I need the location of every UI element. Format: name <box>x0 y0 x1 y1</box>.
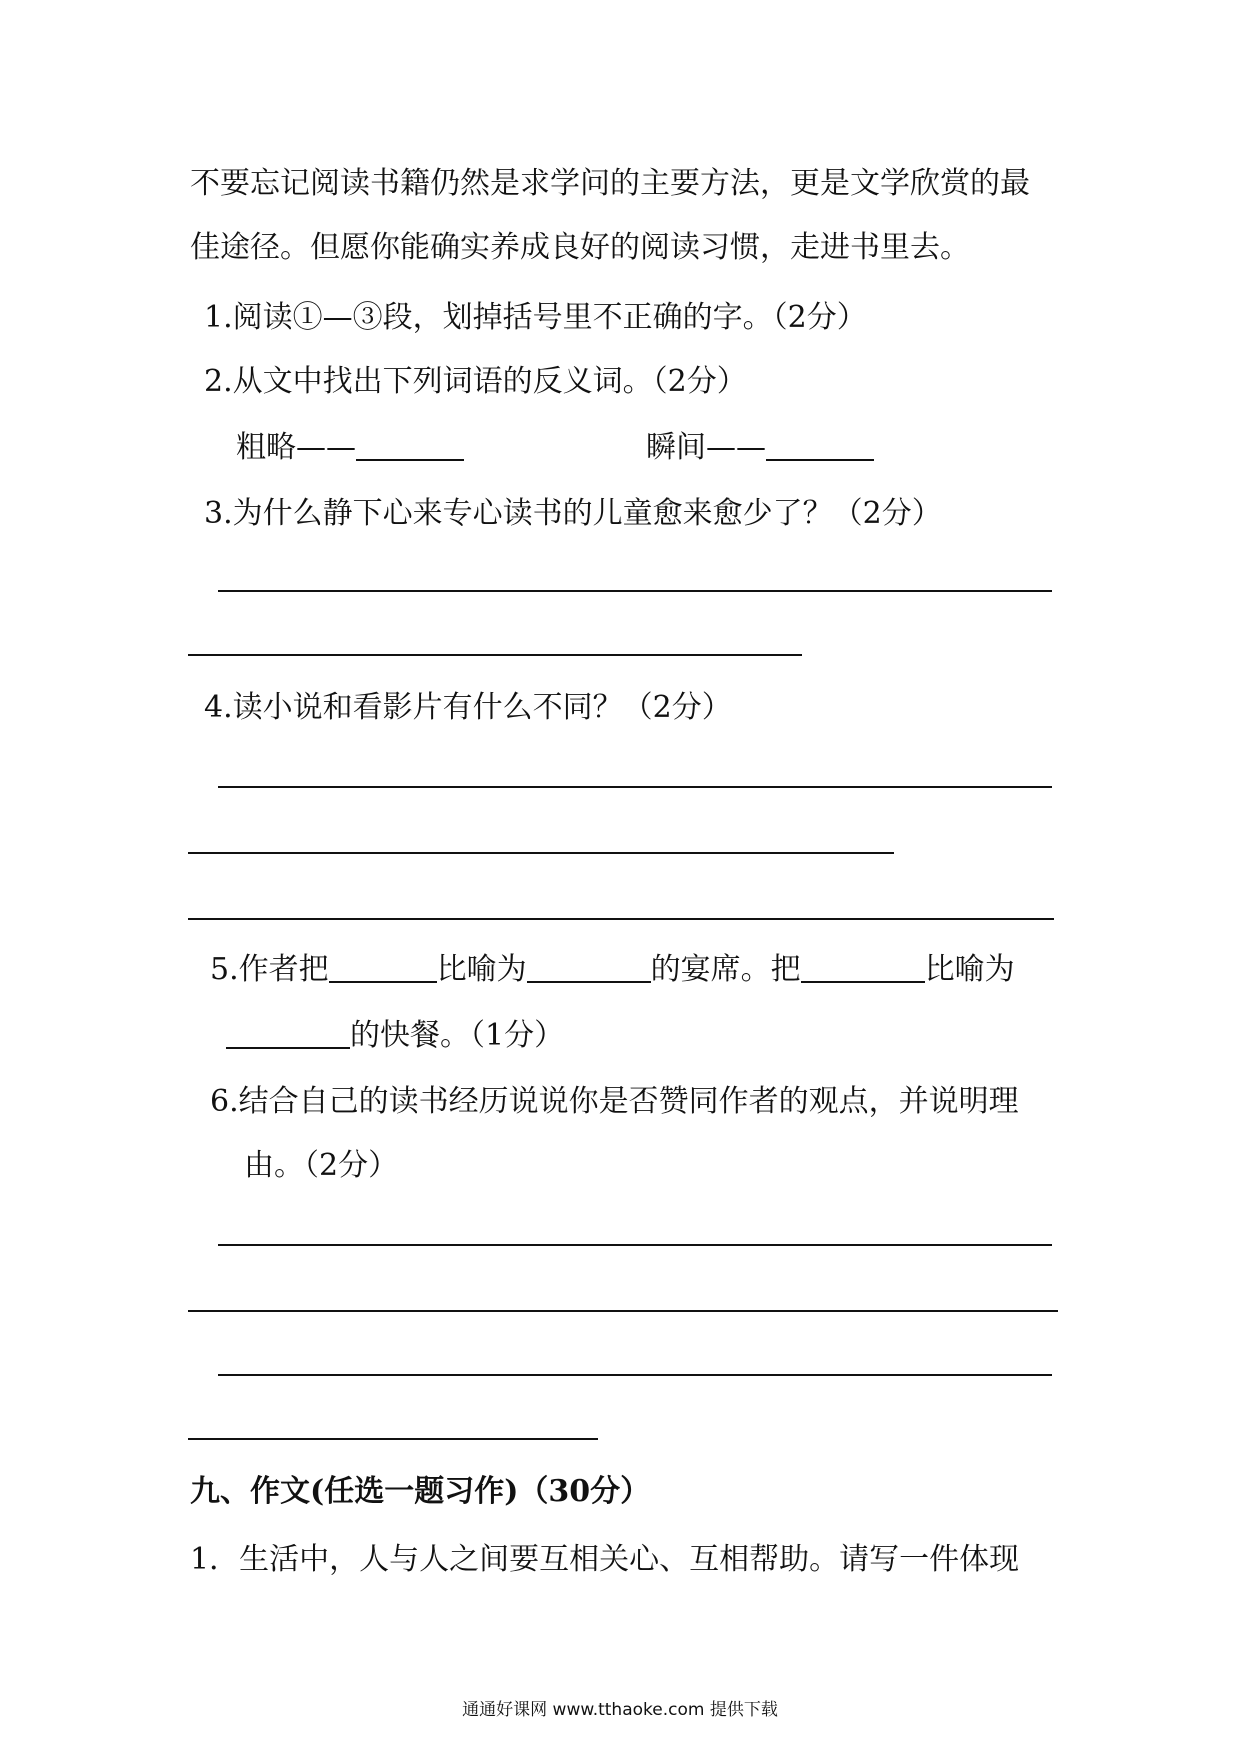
antonym-b-blank[interactable] <box>766 429 874 461</box>
q5-part-4: 比喻为 <box>924 952 1015 987</box>
question-6-line-1: 6.结合自己的读书经历说说你是否赞同作者的观点，并说明理 <box>210 1084 1019 1119</box>
q5-part-1: 5.作者把 <box>210 952 329 987</box>
answer-line[interactable] <box>218 786 1052 788</box>
antonym-b-word: 瞬间—— <box>646 430 766 465</box>
question-5 <box>210 950 1015 990</box>
question-4: 4.读小说和看影片有什么不同？（2分） <box>204 690 732 725</box>
antonym-a <box>236 428 464 468</box>
q5-part-5: 的快餐。（1分） <box>350 1018 565 1053</box>
q5-blank-1[interactable] <box>329 951 437 983</box>
question-2: 2.从文中找出下列词语的反义词。（2分） <box>204 364 747 399</box>
passage-line-2: 佳途径。但愿你能确实养成良好的阅读习惯，走进书里去。 <box>190 230 970 265</box>
question-1: 1.阅读①—③段，划掉括号里不正确的字。（2分） <box>204 300 867 335</box>
q5-blank-4[interactable] <box>226 1017 350 1049</box>
q5-part-3: 的宴席。把 <box>650 952 801 987</box>
composition-item-1: 1．生活中，人与人之间要互相关心、互相帮助。请写一件体现 <box>190 1542 1020 1577</box>
answer-line[interactable] <box>218 1374 1052 1376</box>
answer-line[interactable] <box>218 590 1052 592</box>
antonym-a-blank[interactable] <box>356 429 464 461</box>
q5-blank-3[interactable] <box>801 951 925 983</box>
question-5-cont <box>226 1016 564 1056</box>
q5-blank-2[interactable] <box>527 951 651 983</box>
question-6-line-2: 由。（2分） <box>244 1148 399 1183</box>
antonym-b <box>646 428 874 468</box>
answer-line[interactable] <box>188 852 894 854</box>
passage-line-1: 不要忘记阅读书籍仍然是求学问的主要方法，更是文学欣赏的最 <box>190 166 1030 201</box>
answer-line[interactable] <box>188 1438 598 1440</box>
composition-heading: 九、作文(任选一题习作)（30分） <box>190 1474 651 1509</box>
answer-line[interactable] <box>188 918 1054 920</box>
answer-line[interactable] <box>218 1244 1052 1246</box>
question-3: 3.为什么静下心来专心读书的儿童愈来愈少了？（2分） <box>204 496 942 531</box>
answer-line[interactable] <box>188 1310 1058 1312</box>
page-footer: 通通好课网 www.tthaoke.com 提供下载 <box>462 1700 778 1720</box>
antonym-a-word: 粗略—— <box>236 430 356 465</box>
q5-part-2: 比喻为 <box>436 952 527 987</box>
answer-line[interactable] <box>188 654 802 656</box>
